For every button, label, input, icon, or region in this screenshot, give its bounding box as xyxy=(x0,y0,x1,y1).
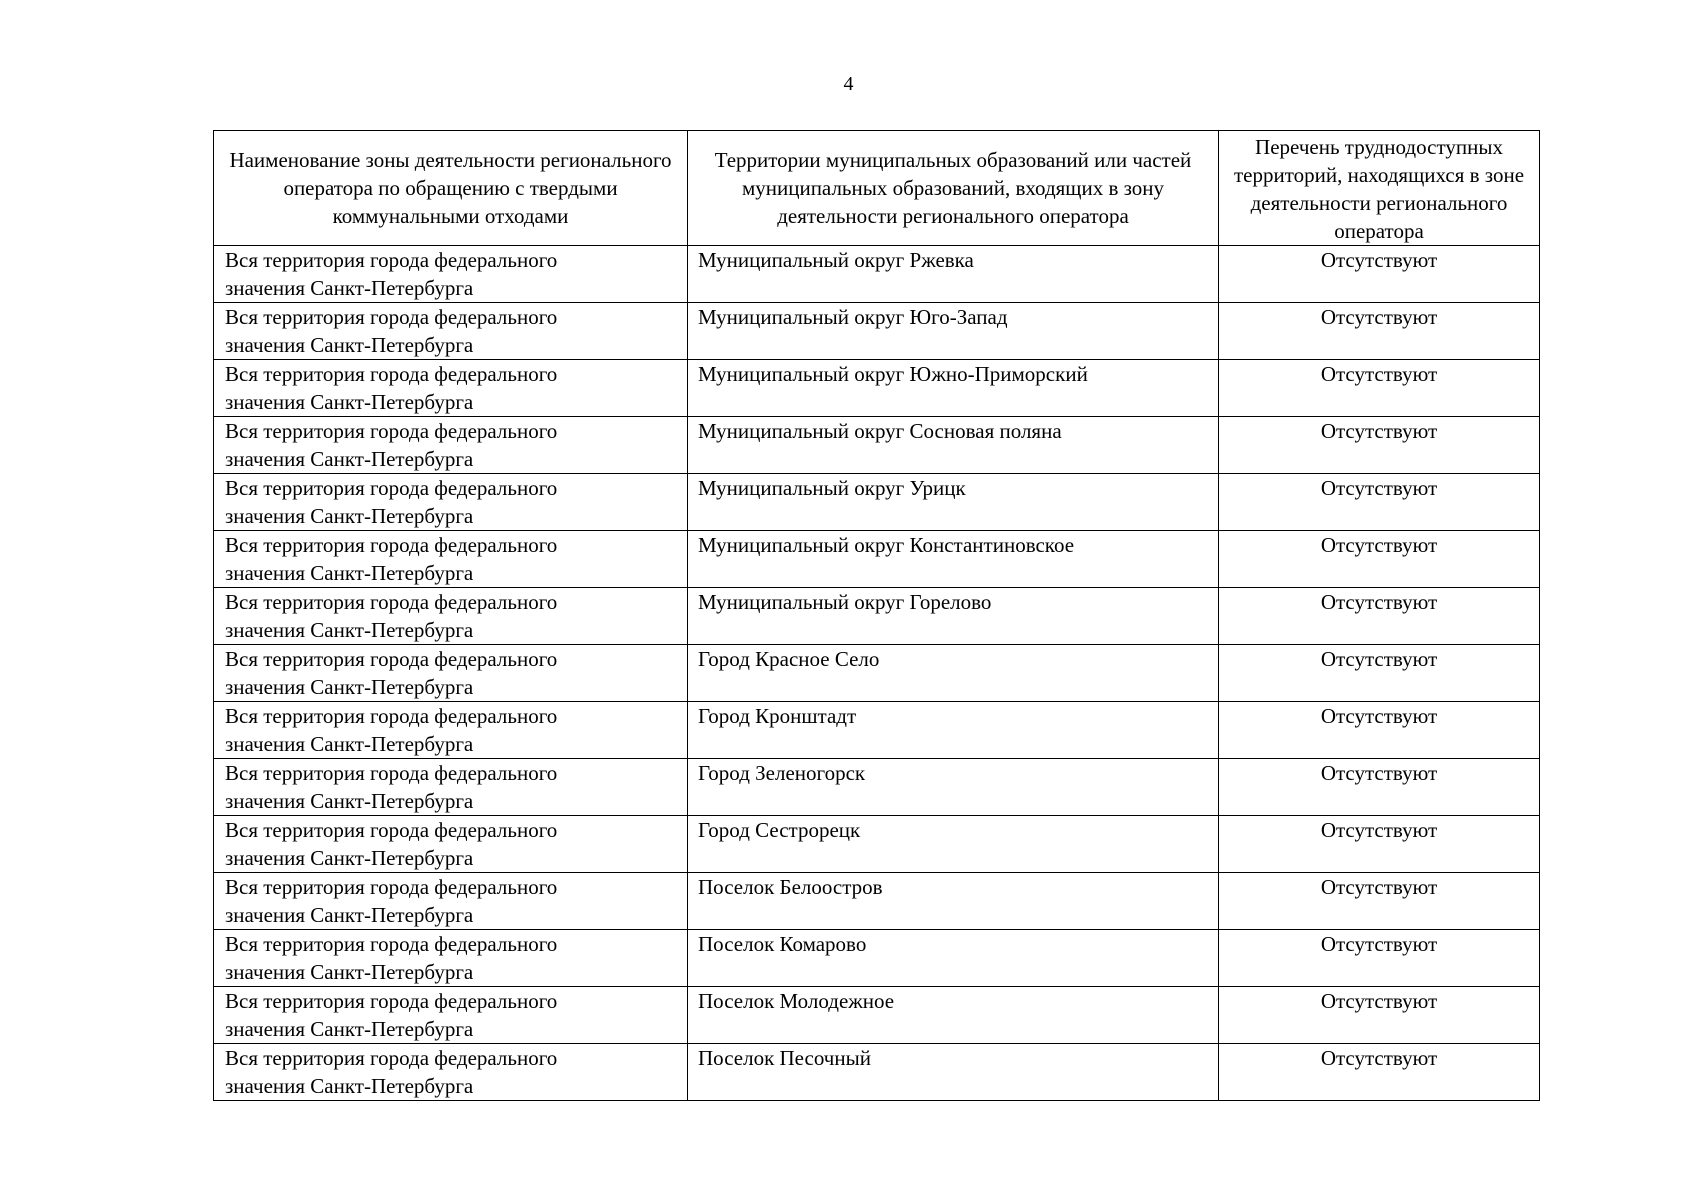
table-row xyxy=(214,246,1540,303)
table-row xyxy=(214,987,1540,1044)
remote-territories-cell: Отсутствуют xyxy=(1219,759,1540,816)
remote-territories-cell: Отсутствуют xyxy=(1219,816,1540,873)
table-row xyxy=(214,930,1540,987)
zone-cell: Вся территория города федерального значения Санкт-Петербурга xyxy=(214,816,688,873)
table-header xyxy=(214,131,1540,246)
zone-cell: Вся территория города федерального значения Санкт-Петербурга xyxy=(214,645,688,702)
remote-territories-cell: Отсутствуют xyxy=(1219,360,1540,417)
territory-cell: Муниципальный округ Южно-Приморский xyxy=(688,360,1219,417)
table-row xyxy=(214,645,1540,702)
remote-territories-cell: Отсутствуют xyxy=(1219,873,1540,930)
header-zone-name: Наименование зоны деятельности регионального оператора по обращению с твердыми коммунальными отходами xyxy=(214,131,688,246)
territory-cell: Город Красное Село xyxy=(688,645,1219,702)
table-row xyxy=(214,303,1540,360)
territory-cell: Город Сестрорецк xyxy=(688,816,1219,873)
remote-territories-cell: Отсутствуют xyxy=(1219,987,1540,1044)
remote-territories-cell: Отсутствуют xyxy=(1219,303,1540,360)
table-row xyxy=(214,702,1540,759)
remote-territories-cell: Отсутствуют xyxy=(1219,588,1540,645)
territory-cell: Поселок Белоостров xyxy=(688,873,1219,930)
table-body xyxy=(214,246,1540,1101)
table-row xyxy=(214,873,1540,930)
remote-territories-cell: Отсутствуют xyxy=(1219,531,1540,588)
zone-cell: Вся территория города федерального значения Санкт-Петербурга xyxy=(214,1044,688,1101)
territory-cell: Город Зеленогорск xyxy=(688,759,1219,816)
territory-cell: Муниципальный округ Юго-Запад xyxy=(688,303,1219,360)
table-row xyxy=(214,759,1540,816)
zone-cell: Вся территория города федерального значения Санкт-Петербурга xyxy=(214,702,688,759)
territory-cell: Муниципальный округ Горелово xyxy=(688,588,1219,645)
header-remote-territories: Перечень труднодоступных территорий, находящихся в зоне деятельности регионального оператора xyxy=(1219,131,1540,246)
table-row xyxy=(214,417,1540,474)
remote-territories-cell: Отсутствуют xyxy=(1219,702,1540,759)
header-row xyxy=(214,131,1540,246)
table-row xyxy=(214,1044,1540,1101)
zone-cell: Вся территория города федерального значения Санкт-Петербурга xyxy=(214,759,688,816)
territory-cell: Муниципальный округ Ржевка xyxy=(688,246,1219,303)
remote-territories-cell: Отсутствуют xyxy=(1219,246,1540,303)
territory-cell: Муниципальный округ Сосновая поляна xyxy=(688,417,1219,474)
table-row xyxy=(214,360,1540,417)
zone-cell: Вся территория города федерального значения Санкт-Петербурга xyxy=(214,588,688,645)
territory-cell: Поселок Песочный xyxy=(688,1044,1219,1101)
zone-cell: Вся территория города федерального значения Санкт-Петербурга xyxy=(214,531,688,588)
table-row xyxy=(214,816,1540,873)
territory-cell: Поселок Молодежное xyxy=(688,987,1219,1044)
zone-cell: Вся территория города федерального значения Санкт-Петербурга xyxy=(214,246,688,303)
remote-territories-cell: Отсутствуют xyxy=(1219,645,1540,702)
table-row xyxy=(214,474,1540,531)
zone-cell: Вся территория города федерального значения Санкт-Петербурга xyxy=(214,474,688,531)
table-row xyxy=(214,588,1540,645)
zone-cell: Вся территория города федерального значения Санкт-Петербурга xyxy=(214,987,688,1044)
territory-cell: Муниципальный округ Константиновское xyxy=(688,531,1219,588)
table-row xyxy=(214,531,1540,588)
territory-cell: Муниципальный округ Урицк xyxy=(688,474,1219,531)
territory-cell: Поселок Комарово xyxy=(688,930,1219,987)
remote-territories-cell: Отсутствуют xyxy=(1219,1044,1540,1101)
header-municipal-territories: Территории муниципальных образований или частей муниципальных образований, входящих в зону деятельности регионального оператора xyxy=(688,131,1219,246)
operator-zones-table xyxy=(213,130,1540,1101)
remote-territories-cell: Отсутствуют xyxy=(1219,417,1540,474)
territory-cell: Город Кронштадт xyxy=(688,702,1219,759)
zone-cell: Вся территория города федерального значения Санкт-Петербурга xyxy=(214,417,688,474)
zone-cell: Вся территория города федерального значения Санкт-Петербурга xyxy=(214,360,688,417)
zone-cell: Вся территория города федерального значения Санкт-Петербурга xyxy=(214,303,688,360)
remote-territories-cell: Отсутствуют xyxy=(1219,930,1540,987)
zone-cell: Вся территория города федерального значения Санкт-Петербурга xyxy=(214,930,688,987)
zone-cell: Вся территория города федерального значения Санкт-Петербурга xyxy=(214,873,688,930)
remote-territories-cell: Отсутствуют xyxy=(1219,474,1540,531)
page-number: 4 xyxy=(843,73,854,95)
